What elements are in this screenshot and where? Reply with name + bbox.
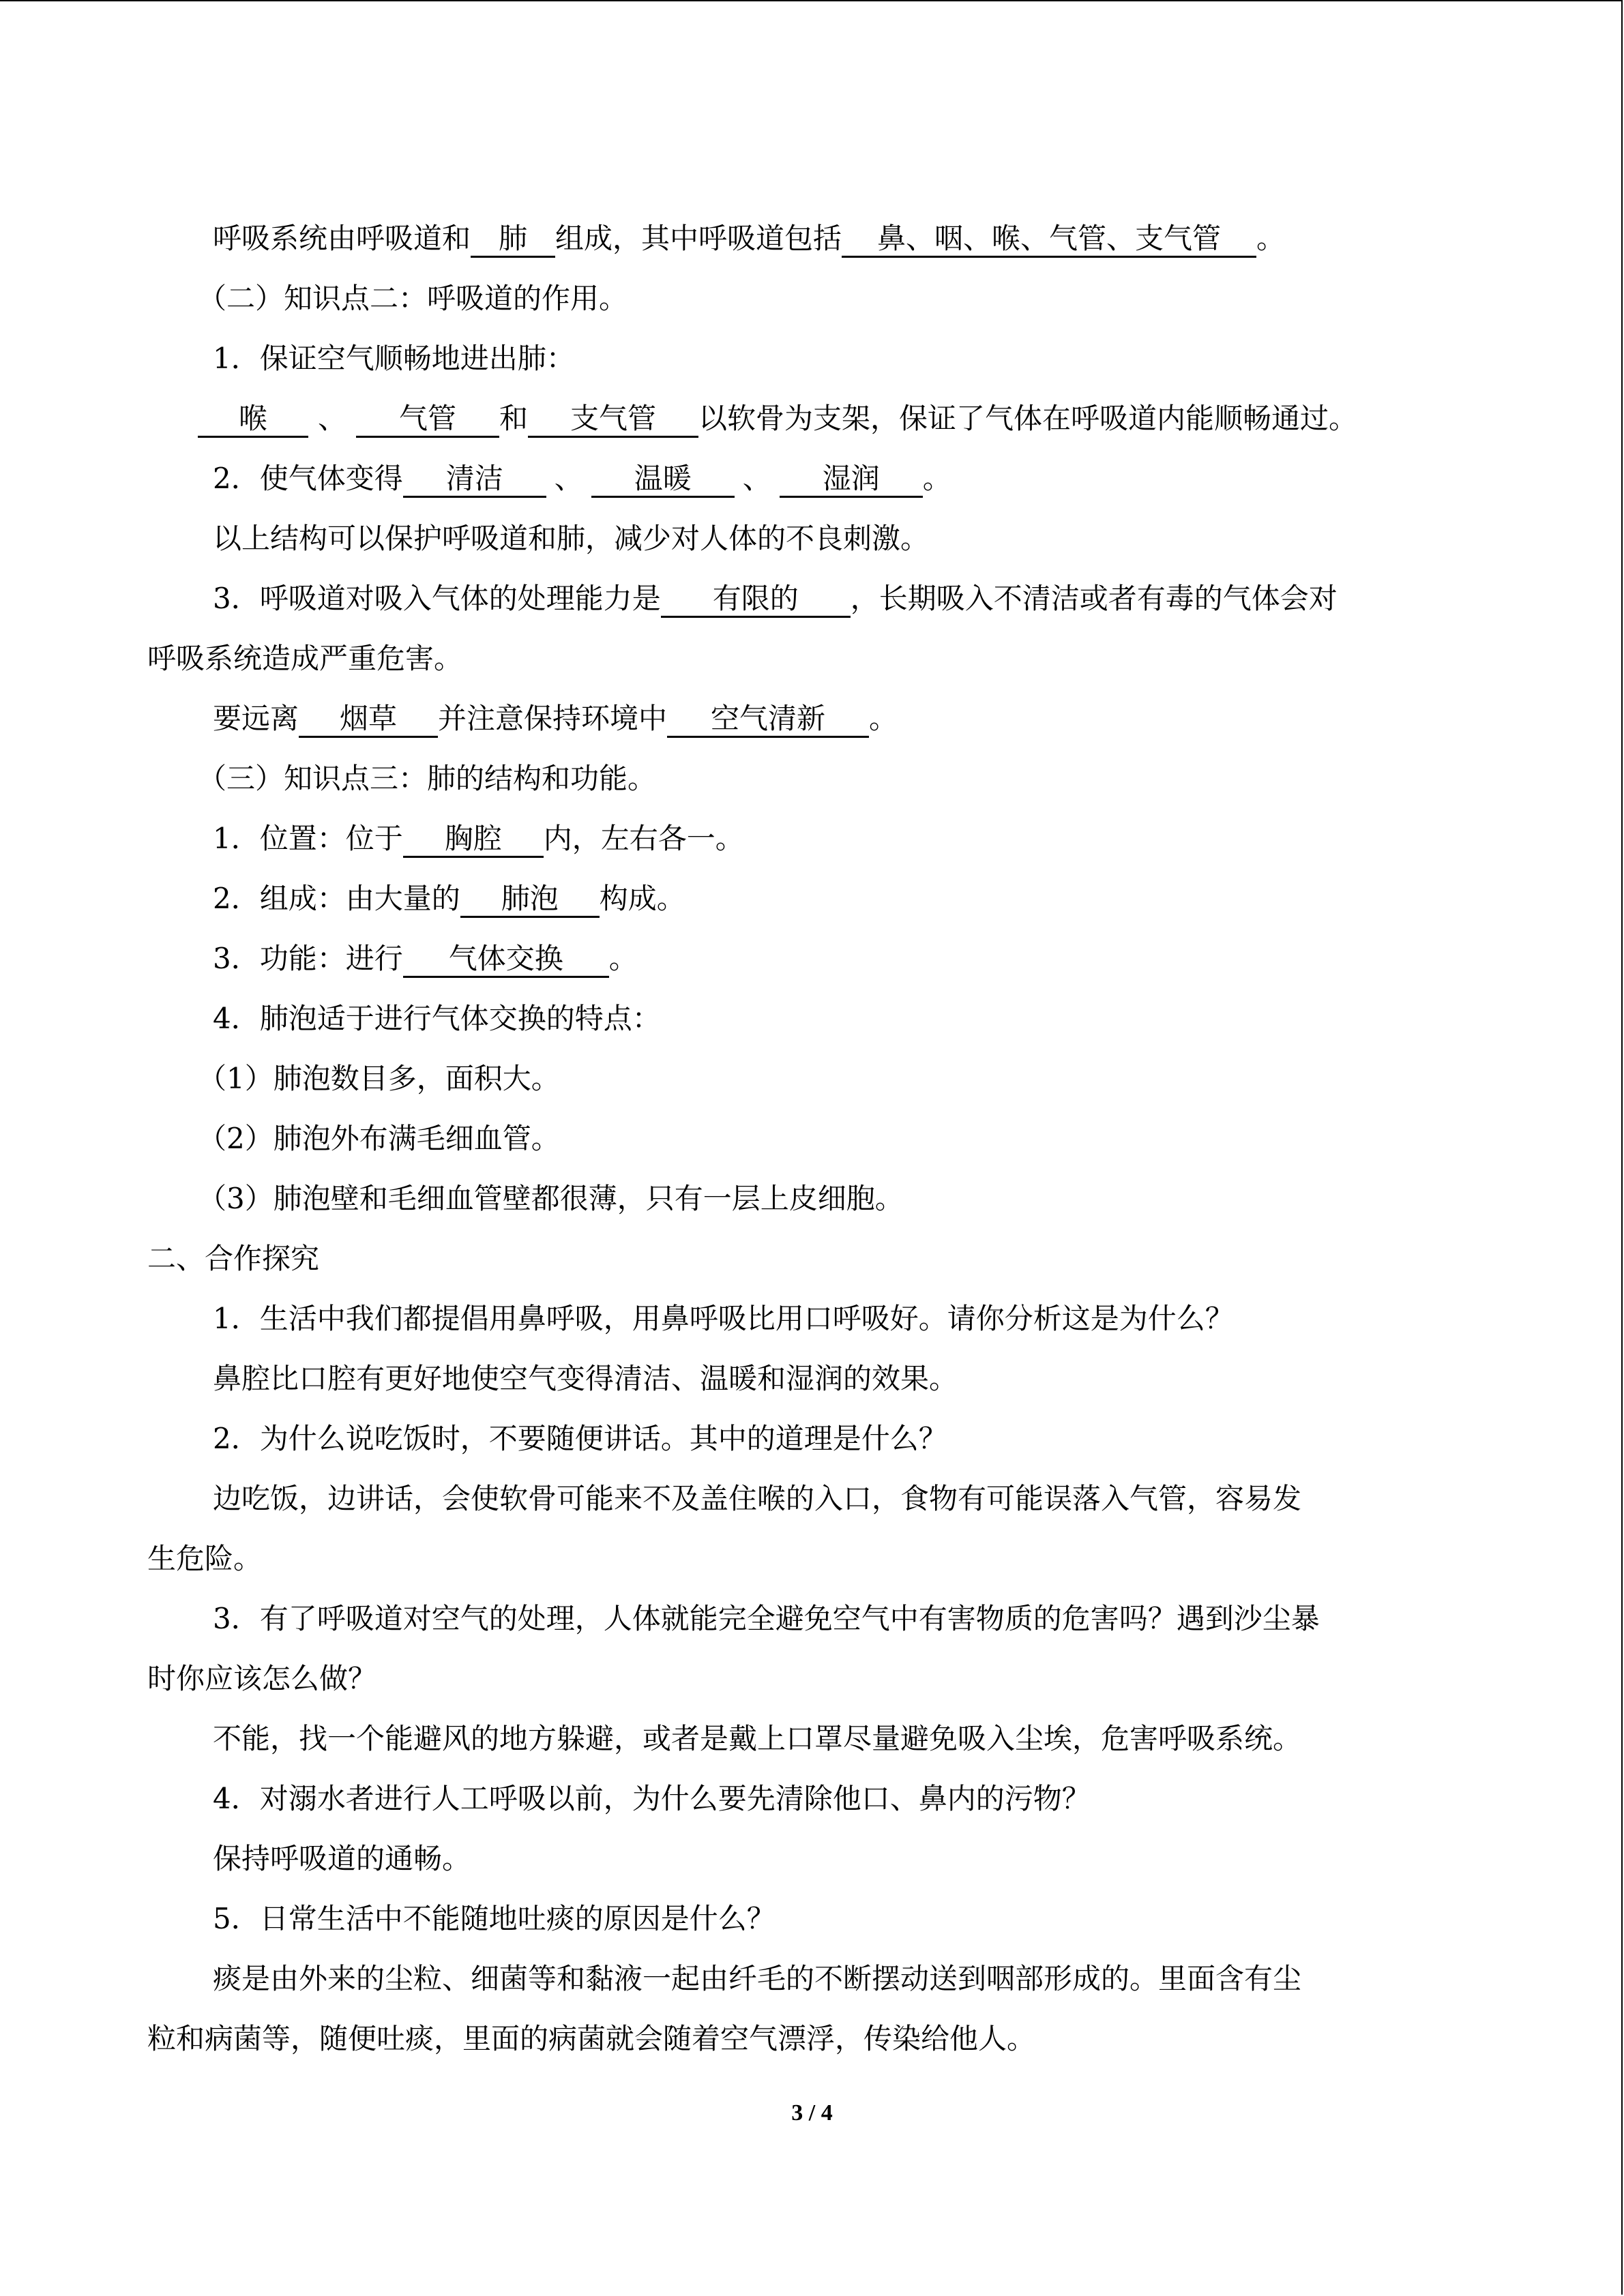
answer-blank: 空气清新 xyxy=(667,702,869,738)
question: 3．有了呼吸道对空气的处理，人体就能完全避免空气中有害物质的危害吗？遇到沙尘暴 xyxy=(213,1602,1320,1635)
answer-blank: 肺泡 xyxy=(460,882,600,918)
text: 、 xyxy=(742,462,771,495)
text: 3．功能：进行 xyxy=(213,942,403,975)
text: 并注意保持环境中 xyxy=(438,702,668,735)
text: 以软骨为支架，保证了气体在呼吸道内能顺畅通过。 xyxy=(698,402,1358,435)
answer-blank: 湿润 xyxy=(780,462,923,498)
text: 3．呼吸道对吸入气体的处理能力是 xyxy=(213,582,661,615)
list-item: （3）肺泡壁和毛细血管壁都很薄，只有一层上皮细胞。 xyxy=(198,1182,904,1215)
text: 。 xyxy=(1256,222,1286,255)
text: 、 xyxy=(554,462,583,495)
answer-blank: 喉 xyxy=(198,402,308,438)
paragraph-lung-function xyxy=(147,929,1479,989)
paragraph-lung-position xyxy=(147,809,1479,869)
answer-blank: 气体交换 xyxy=(403,942,609,978)
text: 2．组成：由大量的 xyxy=(213,882,460,915)
text: 内，左右各一。 xyxy=(543,822,744,855)
text: 要远离 xyxy=(213,702,299,735)
paragraph-limited-capacity xyxy=(147,569,1479,629)
section-heading-cooperation: 二、合作探究 xyxy=(147,1242,320,1275)
answer: 保持呼吸道的通畅。 xyxy=(213,1842,471,1875)
answer-continuation: 生危险。 xyxy=(147,1542,263,1575)
answer: 鼻腔比口腔有更好地使空气变得清洁、温暖和湿润的效果。 xyxy=(213,1362,958,1395)
text: 。 xyxy=(922,462,951,495)
paragraph-gas-conditioning xyxy=(147,449,1479,509)
answer-blank: 支气管 xyxy=(528,402,698,438)
list-item: （2）肺泡外布满毛细血管。 xyxy=(198,1122,560,1155)
paragraph-cartilage xyxy=(147,389,1479,449)
paragraph-lung-composition xyxy=(147,869,1479,929)
answer-blank: 烟草 xyxy=(299,702,438,738)
list-item: （1）肺泡数目多，面积大。 xyxy=(198,1062,560,1095)
paragraph: 以上结构可以保护呼吸道和肺，减少对人体的不良刺激。 xyxy=(213,522,930,555)
paragraph-avoid-smoke xyxy=(147,689,1479,749)
answer-continuation: 粒和病菌等，随便吐痰，里面的病菌就会随着空气漂浮，传染给他人。 xyxy=(147,2022,1036,2055)
question: 1．生活中我们都提倡用鼻呼吸，用鼻呼吸比用口呼吸好。请你分析这是为什么？ xyxy=(213,1302,1234,1335)
answer-blank: 气管 xyxy=(356,402,499,438)
paragraph-respiratory-system xyxy=(147,209,1479,269)
question: 4．对溺水者进行人工呼吸以前，为什么要先清除他口、鼻内的污物？ xyxy=(213,1782,1091,1815)
text: 、 xyxy=(318,402,347,435)
answer-blank: 清洁 xyxy=(403,462,546,498)
answer-blank: 胸腔 xyxy=(403,822,544,858)
paragraph-continuation: 呼吸系统造成严重危害。 xyxy=(147,642,463,675)
text: 构成。 xyxy=(599,882,685,915)
answer-blank: 温暖 xyxy=(591,462,735,498)
section-heading-3: （三）知识点三：肺的结构和功能。 xyxy=(198,762,657,795)
text: ，长期吸入不清洁或者有毒的气体会对 xyxy=(850,582,1338,615)
document-body xyxy=(147,209,1479,2069)
item-heading: 4．肺泡适于进行气体交换的特点： xyxy=(213,1002,661,1035)
text: 。 xyxy=(869,702,898,735)
answer: 痰是由外来的尘粒、细菌等和黏液一起由纤毛的不断摆动送到咽部形成的。里面含有尘 xyxy=(213,1962,1302,1995)
answer-blank: 有限的 xyxy=(661,582,851,618)
answer: 不能，找一个能避风的地方躲避，或者是戴上口罩尽量避免吸入尘埃，危害呼吸系统。 xyxy=(213,1722,1302,1755)
text: 2．使气体变得 xyxy=(213,462,403,495)
answer-blank: 肺 xyxy=(471,222,555,258)
text: 和 xyxy=(499,402,529,435)
question: 2．为什么说吃饭时，不要随便讲话。其中的道理是什么？ xyxy=(213,1422,947,1455)
text: 组成，其中呼吸道包括 xyxy=(555,222,842,255)
question-continuation: 时你应该怎么做？ xyxy=(147,1662,377,1695)
question: 5．日常生活中不能随地吐痰的原因是什么？ xyxy=(213,1902,776,1935)
section-heading-2: （二）知识点二：呼吸道的作用。 xyxy=(198,282,628,315)
answer-blank: 鼻、咽、喉、气管、支气管 xyxy=(842,222,1256,258)
text: 1．位置：位于 xyxy=(213,822,403,855)
page-number: 3 / 4 xyxy=(791,2100,833,2126)
item-heading: 1．保证空气顺畅地进出肺： xyxy=(213,342,575,375)
text: 呼吸系统由呼吸道和 xyxy=(213,222,471,255)
answer: 边吃饭，边讲话，会使软骨可能来不及盖住喉的入口，食物有可能误落入气管，容易发 xyxy=(213,1482,1302,1515)
text: 。 xyxy=(608,942,638,975)
